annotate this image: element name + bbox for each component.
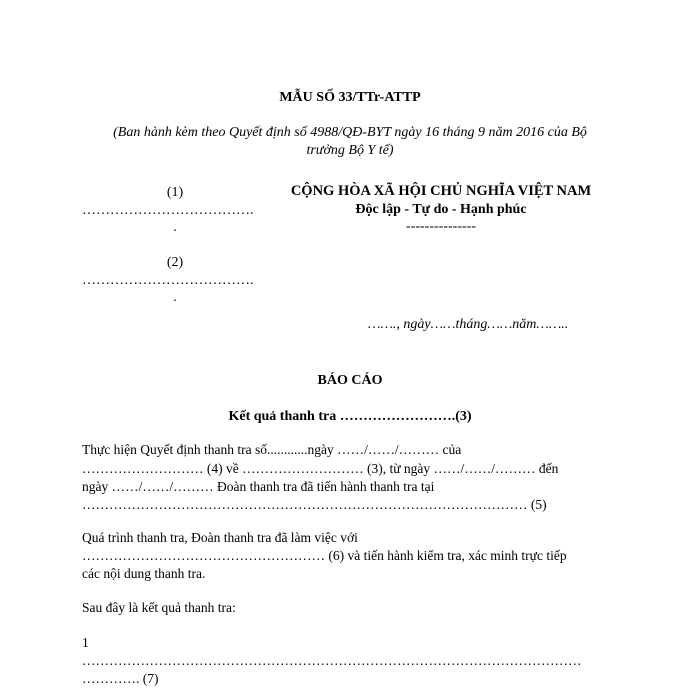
agency-dot-2: . [173, 290, 177, 305]
body-line: Sau đây là kết quả thanh tra: [82, 600, 236, 615]
body-line: ……………………………………………………………………………………… (5) [82, 497, 547, 512]
agency-dot-1: . [173, 220, 177, 235]
body-line: Thực hiện Quyết định thanh tra số............ngày ……/……/……… của [82, 442, 462, 457]
form-code-heading: MẪU SỐ 33/TTr-ATTP [279, 90, 421, 105]
result-item-line: …………. (7) [82, 671, 159, 686]
national-motto: Độc lập - Tự do - Hạnh phúc [355, 202, 527, 217]
agency-number-2: (2) [166, 255, 184, 270]
national-title: CỘNG HÒA XÃ HỘI CHỦ NGHĨA VIỆT NAM [290, 183, 592, 199]
body-line: ngày ……/……/……… Đoàn thanh tra đã tiến hành thanh tra tại [82, 479, 435, 494]
result-item-line: ………………………………………………………………………………………………… [82, 653, 582, 668]
issuance-note-line-1: (Ban hành kèm theo Quyết định số 4988/QĐ-BYT ngày 16 tháng 9 năm 2016 của Bộ [113, 125, 587, 140]
issuance-note-line-2: trưởng Bộ Y tế) [306, 143, 394, 158]
motto-divider: --------------- [406, 219, 476, 234]
body-line: ……………………… (4) về ……………………… (3), từ ngày ……/……/……… đến [82, 461, 559, 476]
body-line: ……………………………………………… (6) và tiến hành kiểm tra, xác minh trực tiếp [82, 548, 567, 563]
body-line: Quá trình thanh tra, Đoàn thanh tra đã làm việc với [82, 530, 358, 545]
body-line: các nội dung thanh tra. [82, 566, 206, 581]
agency-dots-2: ………………………………. [82, 273, 254, 288]
result-item-number: 1 [82, 635, 89, 650]
report-title: BÁO CÁO [317, 373, 383, 388]
report-subtitle: Kết quả thanh tra …………………….(3) [228, 409, 472, 424]
agency-number-1: (1) [166, 185, 184, 200]
agency-dots-1: ………………………………. [82, 203, 254, 218]
date-line: ……., ngày……tháng……năm…….. [368, 317, 569, 332]
